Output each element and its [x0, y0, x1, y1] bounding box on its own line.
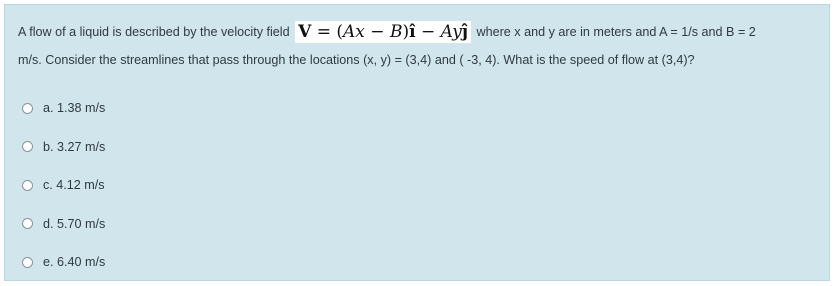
option-e[interactable]	[22, 243, 105, 282]
question-text-before: A flow of a liquid is described by the velocity field	[18, 25, 290, 39]
option-d[interactable]	[22, 205, 105, 244]
radio-button-e[interactable]	[22, 257, 33, 268]
eq-y: y	[452, 22, 462, 42]
question-line-2: m/s. Consider the streamlines that pass through the locations (x, y) = (3,4) and ( -3, 4). What is the speed of flow at (3,4)?	[18, 53, 695, 67]
question-text-after: where x and y are in meters and A = 1/s and B = 2	[476, 25, 756, 39]
eq-close: )	[402, 22, 410, 42]
eq-a: A	[343, 22, 356, 42]
radio-button-a[interactable]	[22, 103, 33, 114]
radio-button-c[interactable]	[22, 180, 33, 191]
eq-i-hat: î	[409, 22, 416, 42]
question-text	[18, 21, 823, 71]
option-c-label[interactable]: c. 4.12 m/s	[43, 178, 105, 193]
radio-button-d[interactable]	[22, 218, 33, 229]
option-c[interactable]	[22, 166, 105, 205]
option-b-label[interactable]: b. 3.27 m/s	[43, 139, 106, 154]
question-panel	[4, 4, 830, 281]
eq-x: x	[355, 22, 365, 42]
eq-minus-2: −	[415, 22, 441, 42]
eq-open: = (	[311, 22, 343, 42]
eq-b: B	[389, 22, 403, 42]
option-a[interactable]	[22, 89, 105, 128]
option-b[interactable]	[22, 128, 105, 167]
eq-minus-1: −	[364, 22, 390, 42]
eq-v: V	[298, 22, 312, 42]
answer-options	[22, 89, 105, 282]
eq-j-hat: ĵ	[461, 22, 468, 42]
question-line-1	[18, 21, 823, 43]
eq-a2: A	[440, 22, 453, 42]
radio-button-b[interactable]	[22, 141, 33, 152]
velocity-equation	[295, 21, 471, 43]
option-e-label[interactable]: e. 6.40 m/s	[43, 255, 106, 270]
option-a-label[interactable]: a. 1.38 m/s	[43, 101, 106, 116]
option-d-label[interactable]: d. 5.70 m/s	[43, 216, 106, 231]
